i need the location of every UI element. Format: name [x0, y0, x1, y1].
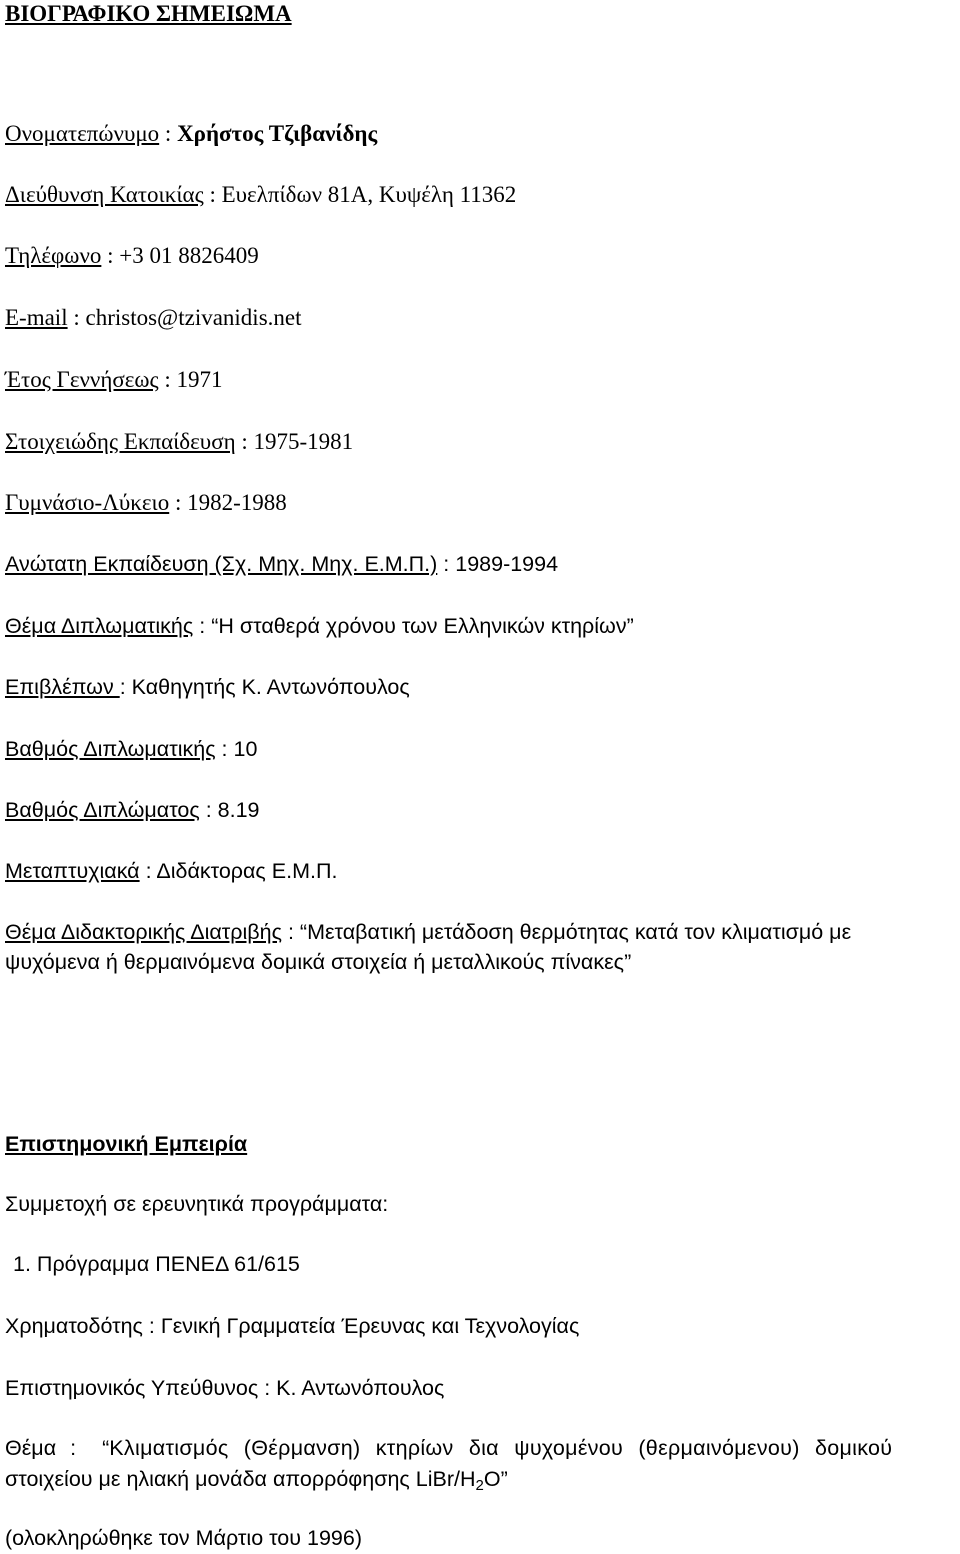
- secondary-education-row: [5, 489, 287, 517]
- address-row: [5, 181, 516, 209]
- birth-row: [5, 366, 223, 394]
- sep: :: [159, 121, 178, 146]
- sep: :: [203, 182, 222, 207]
- phd-label: Θέμα Διδακτορικής Διατριβής: [5, 920, 282, 944]
- funder-row: [5, 1312, 579, 1340]
- name-value: Χρήστος Τζιβανίδης: [177, 121, 378, 146]
- phone-label: Τηλέφωνο: [5, 243, 102, 268]
- lead-label: Επιστημονικός Υπεύθυνος: [5, 1376, 259, 1400]
- diploma-grade-value: 8.19: [217, 798, 260, 822]
- topic-line2-b: O: [483, 1467, 501, 1491]
- sep: :: [67, 305, 86, 330]
- name-row: [5, 120, 377, 148]
- funder-label: Χρηματοδότης: [5, 1314, 143, 1338]
- higher-education-row: [5, 550, 558, 578]
- topic-line2-a: στοιχείου με ηλιακή μονάδα απορρόφησης LiBr/H: [5, 1467, 476, 1491]
- sep: :: [281, 920, 300, 944]
- program-name: Πρόγραμμα ΠΕΝΕΔ 61/615: [36, 1252, 300, 1276]
- sep: :: [142, 1314, 161, 1338]
- birth-value: 1971: [176, 367, 223, 392]
- completion-row: [5, 1524, 362, 1552]
- document-title: [5, 0, 292, 28]
- address-value: Ευελπίδων 81Α, Κυψέλη 11362: [221, 182, 517, 207]
- experience-heading: [5, 1130, 247, 1158]
- sep: :: [139, 859, 157, 883]
- topic-line2-subscript: 2: [475, 1477, 484, 1494]
- primary-education-row: [5, 428, 353, 456]
- sep: :: [215, 737, 234, 761]
- quote-open: “: [211, 614, 219, 638]
- supervisor-value: Καθηγητής Κ. Αντωνόπουλος: [131, 675, 410, 699]
- thesis-grade-label: Βαθμός Διπλωματικής: [5, 737, 216, 761]
- email-value: christos@tzivanidis.net: [85, 305, 302, 330]
- completion-text: (ολοκληρώθηκε τον Μάρτιο του 1996): [5, 1526, 362, 1550]
- thesis-grade-row: [5, 735, 257, 763]
- experience-heading-text: Επιστημονική Εμπειρία: [5, 1132, 248, 1156]
- higher-label: Ανώτατη Εκπαίδευση (Σχ. Μηχ. Μηχ. Ε.Μ.Π.): [5, 552, 438, 576]
- primary-label: Στοιχειώδης Εκπαίδευση: [5, 429, 236, 454]
- quote-close: ”: [500, 1467, 508, 1491]
- postgrad-label: Μεταπτυχιακά: [5, 859, 140, 883]
- supervisor-label: Επιβλέπων: [5, 675, 120, 699]
- sep: :: [158, 367, 177, 392]
- primary-value: 1975-1981: [253, 429, 354, 454]
- secondary-label: Γυμνάσιο-Λύκειο: [5, 490, 170, 515]
- phd-value-line2: ψυχόμενα ή θερμαινόμενα δομικά στοιχεία ή μεταλλικούς πίνακες: [5, 950, 625, 974]
- sep: :: [258, 1376, 277, 1400]
- higher-value: 1989-1994: [455, 552, 559, 576]
- experience-intro: [5, 1190, 388, 1218]
- topic-row-1: Θέμα : “Κλιματισμός (Θέρμανση) κτηρίων δια ψυχομένου (θερμαινόμενου) δομικού: [5, 1436, 893, 1460]
- postgrad-row: [5, 857, 337, 885]
- thesis-row: [5, 612, 634, 640]
- quote-open: “: [102, 1436, 110, 1460]
- document-title-text: ΒΙΟΓΡΑΦΙΚΟ ΣΗΜΕΙΩΜΑ: [5, 1, 292, 26]
- program-row: [13, 1250, 300, 1278]
- topic-label: Θέμα: [5, 1436, 57, 1460]
- quote-close: ”: [624, 950, 632, 974]
- phd-value-line1: Μεταβατική μετάδοση θερμότητας κατά τον κλιματισμό με: [307, 920, 852, 944]
- sep: :: [101, 243, 120, 268]
- name-label: Ονοματεπώνυμο: [5, 121, 160, 146]
- thesis-label: Θέμα Διπλωματικής: [5, 614, 194, 638]
- program-number: 1.: [13, 1252, 31, 1276]
- sep: :: [199, 798, 218, 822]
- phd-row-2: [5, 948, 631, 976]
- diploma-grade-row: [5, 796, 260, 824]
- lead-row: [5, 1374, 444, 1402]
- diploma-grade-label: Βαθμός Διπλώματος: [5, 798, 200, 822]
- secondary-value: 1982-1988: [187, 490, 287, 515]
- funder-value: Γενική Γραμματεία Έρευνας και Τεχνολογίας: [160, 1314, 580, 1338]
- sep: :: [193, 614, 212, 638]
- thesis-grade-value: 10: [233, 737, 258, 761]
- supervisor-row: [5, 673, 410, 701]
- thesis-value: Η σταθερά χρόνου των Ελληνικών κτηρίων: [218, 614, 627, 638]
- email-label: E-mail: [5, 305, 68, 330]
- address-label: Διεύθυνση Κατοικίας: [5, 182, 204, 207]
- quote-close: ”: [626, 614, 634, 638]
- topic-line1: Κλιματισμός (Θέρμανση) κτηρίων δια ψυχομένου (θερμαινόμενου) δομικού: [109, 1436, 893, 1460]
- phone-row: [5, 242, 259, 270]
- sep: :: [235, 429, 254, 454]
- lead-value: Κ. Αντωνόπουλος: [276, 1376, 445, 1400]
- quote-open: “: [299, 920, 308, 944]
- sep: :: [119, 675, 132, 699]
- email-row: [5, 304, 302, 332]
- birth-label: Έτος Γεννήσεως: [5, 367, 159, 392]
- phd-row-1: [5, 918, 851, 946]
- experience-intro-text: Συμμετοχή σε ερευνητικά προγράμματα:: [5, 1192, 389, 1216]
- phone-value: +3 01 8826409: [119, 243, 259, 268]
- sep: :: [437, 552, 456, 576]
- topic-row-2: [5, 1465, 508, 1493]
- postgrad-value: Διδάκτορας Ε.Μ.Π.: [156, 859, 338, 883]
- sep: :: [169, 490, 188, 515]
